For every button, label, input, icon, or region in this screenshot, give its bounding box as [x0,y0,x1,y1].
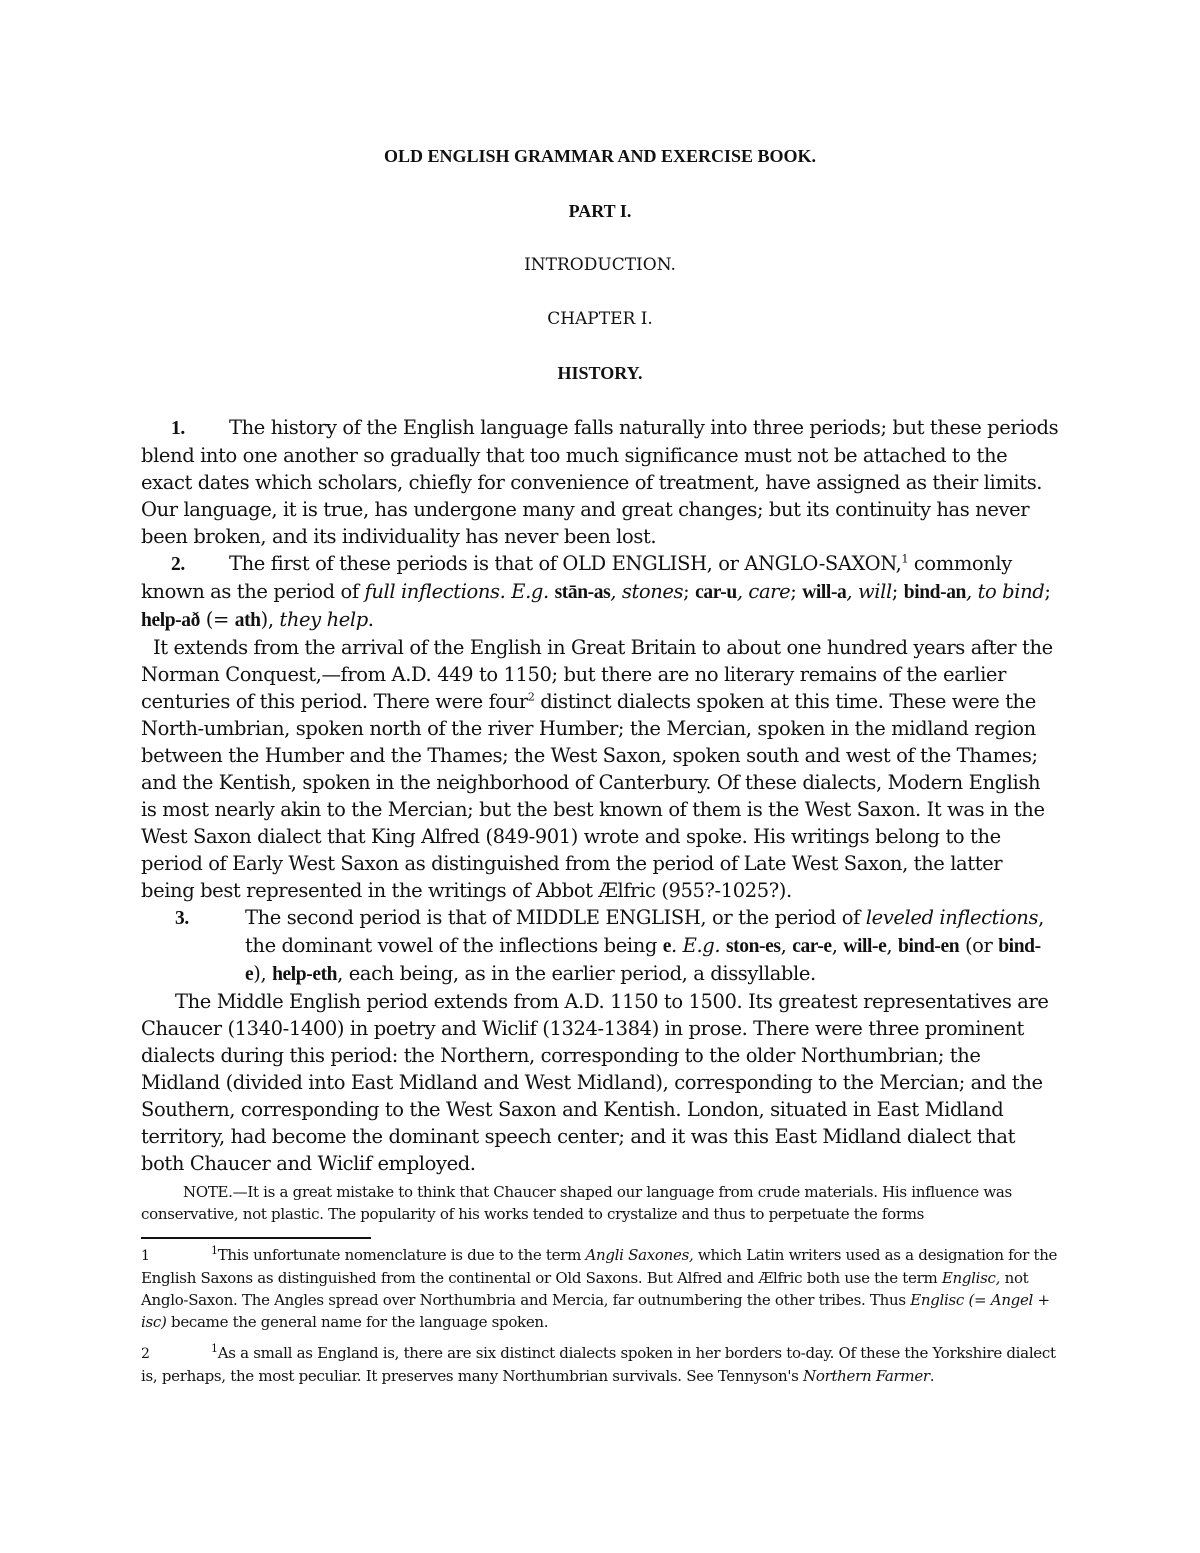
footnote-text: not Anglo-Saxon. The Angles spread over Northumbria and Mercia, far outnumbering the other tribes. Thus [141,1269,1029,1309]
footnote-text: . [929,1367,935,1385]
paragraph-text: , the dominant vowel of the inflections being [245,906,1044,957]
footnote-text: This unfortunate nomenclature is due to the term [217,1246,586,1264]
gloss: , to bind [966,580,1045,603]
footnote-marker: 2 [141,1346,150,1362]
paragraph-text: The Middle English period extends from A.D. 1150 to 1500. Its greatest representatives are Chaucer (1340-1400) in poetry and Wiclif (1324-1384) in prose. There were three prominent dialects during this period: the Northern, corresponding to the older Northumbrian; the Midland (divided into East Midland and West Midland), corresponding to the Mercian; and the Southern, corresponding to the West Saxon and Kentish. London, situated in East Midland territory, had become the dominant speech center; and it was this East Midland dialect that both Chaucer and Wiclif employed. [141,990,1049,1175]
footnote-italic: Northern Farmer [803,1367,930,1385]
footnote-2 [141,1342,1061,1387]
middle-english-word: car-e [792,936,832,957]
footnote-text: became the general name for the language spoken. [166,1313,549,1331]
footnote-italic: Englisc, [941,1269,1001,1287]
paragraph-text: , each being, as in the earlier period, a dissyllable. [337,962,816,985]
footnote-superscript: 1 [211,1342,218,1355]
paragraph-number: 2. [171,554,185,575]
old-english-word: ath [234,610,261,631]
middle-english-word: will-e [843,936,887,957]
footnote-superscript: 1 [211,1244,218,1257]
footnote-reference[interactable]: 2 [527,690,535,704]
old-english-word: stān-as [554,582,611,603]
gloss: they help [279,608,368,631]
example-marker: . E.g. [671,934,726,957]
paragraph-text: . [367,608,374,631]
middle-english-word: help-eth [272,964,338,985]
gloss: , stones [610,580,684,603]
old-english-word: car-u [695,582,737,603]
footnote-marker: 1 [141,1248,150,1264]
paragraph-2: 2. The first of these periods is that of OLD ENGLISH, or ANGLO-SAXON,$^1$ commonly known as the period of full inflections. E.g. stān-as, stones; car-u, care; will-a, will; bind-an, to bind; help-að (= ath), they help. [141,552,1051,631]
footnote-italic: Angli Saxones, [585,1246,694,1264]
chapter-heading: CHAPTER I. [547,309,653,329]
middle-english-word: ston-es [725,936,781,957]
old-english-word: bind-an [903,582,967,603]
gloss: , care [736,580,791,603]
footnote-text: which Latin writers used as a designation for the English Saxons as distinguished from the continental or Old Saxons. But Alfred and Ælfric both use the term [141,1246,1058,1287]
old-english-word: will-a [802,582,847,603]
body-text [141,414,1061,1177]
note-paragraph: NOTE.—It is a great mistake to think that Chaucer shaped our language from crude materials. His influence was conservative, not plastic. The popularity of his works tended to crystalize and thus to perpetuate the forms [141,1183,1012,1223]
emphasis-text: leveled inflections [865,906,1039,929]
gloss: , will [846,580,892,603]
paragraph-text: The first of these periods is that of OLD ENGLISH, or ANGLO-SAXON, [229,552,902,575]
chapter-title: HISTORY. [557,363,643,383]
middle-english-word: bind-e [245,936,1041,985]
paragraph-number: 3. [175,908,189,929]
paragraph-1 [141,414,1061,550]
paragraph-4-body: 3. The second period is that of MIDDLE ENGLISH, or the period of leveled inflections, the dominant vowel of the inflections being e. E.g. ston-es, car-e, will-e, bind-en (or bind-e), help-eth, each being, as in the earlier period, a dissyllable. [175,906,1044,985]
paragraph-text: distinct dialects spoken at this time. These were the North-umbrian, spoken north of the river Humber; the Mercian, spoken in the midland region between the Humber and the Thames; the West Saxon, spoken south and west of the Thames; and the Kentish, spoken in the neighborhood of Canterbury. Of these dialects, Modern English is most nearly akin to the Mercian; but the best known of them is the West Saxon. It was in the West Saxon dialect that King Alfred (849-901) wrote and spoke. His writings belong to the period of Early West Saxon as distinguished from the period of Late West Saxon, the latter being best represented in the writings of Abbot Ælfric (955?-1025?). [141,690,1045,902]
footnote-1 [141,1244,1061,1333]
paragraph-5 [141,988,1061,1177]
old-english-word: help-að [141,610,200,631]
document-title: OLD ENGLISH GRAMMAR AND EXERCISE BOOK. [383,146,817,166]
part-heading: PART I. [568,201,632,221]
paragraph-text: ), [260,608,280,631]
paragraph-text: (or [959,934,999,957]
vowel-letter: e [662,936,672,957]
footnote-reference[interactable]: 1 [901,552,909,566]
footnote-divider [141,1237,371,1239]
paragraph-text: The history of the English language falls naturally into three periods; but these periods blend into one another so gradually that too much significance must not be attached to the exact dates which scholars, chiefly for convenience of treatment, have assigned as their limits. Our language, it is true, has undergone many and great changes; but its continuity has never been broken, and its individuality has never been lost. [141,416,1059,548]
footnote-text: As a small as England is, there are six distinct dialects spoken in her borders to-day. Of these the Yorkshire dialect is, perhaps, the most peculiar. It preserves many Northumbrian survivals. See Tennyson's [141,1344,1056,1385]
section-heading: INTRODUCTION. [524,255,676,275]
paragraph-text: (= [199,608,235,631]
paragraph-number: 1. [171,418,185,439]
middle-english-word: bind-en [898,936,960,957]
footnote-italic: Englisc (= Angel + isc) [141,1291,1050,1331]
paragraph-text: commonly known as the period of [141,552,1012,603]
paragraph-text: It extends from the arrival of the English in Great Britain to about one hundred years after the Norman Conquest,—from A.D. 449 to 1150; but there are no literary remains of the earlier centuries of this period. There were four [141,636,1053,713]
emphasis-text: full inflections. [364,580,506,603]
example-marker: E.g. [505,580,555,603]
paragraph-3 [141,634,1061,904]
paragraph-text: ), [253,962,273,985]
paragraph-4 [141,904,1061,988]
paragraph-text: The second period is that of MIDDLE ENGLISH, or the period of [245,906,866,929]
